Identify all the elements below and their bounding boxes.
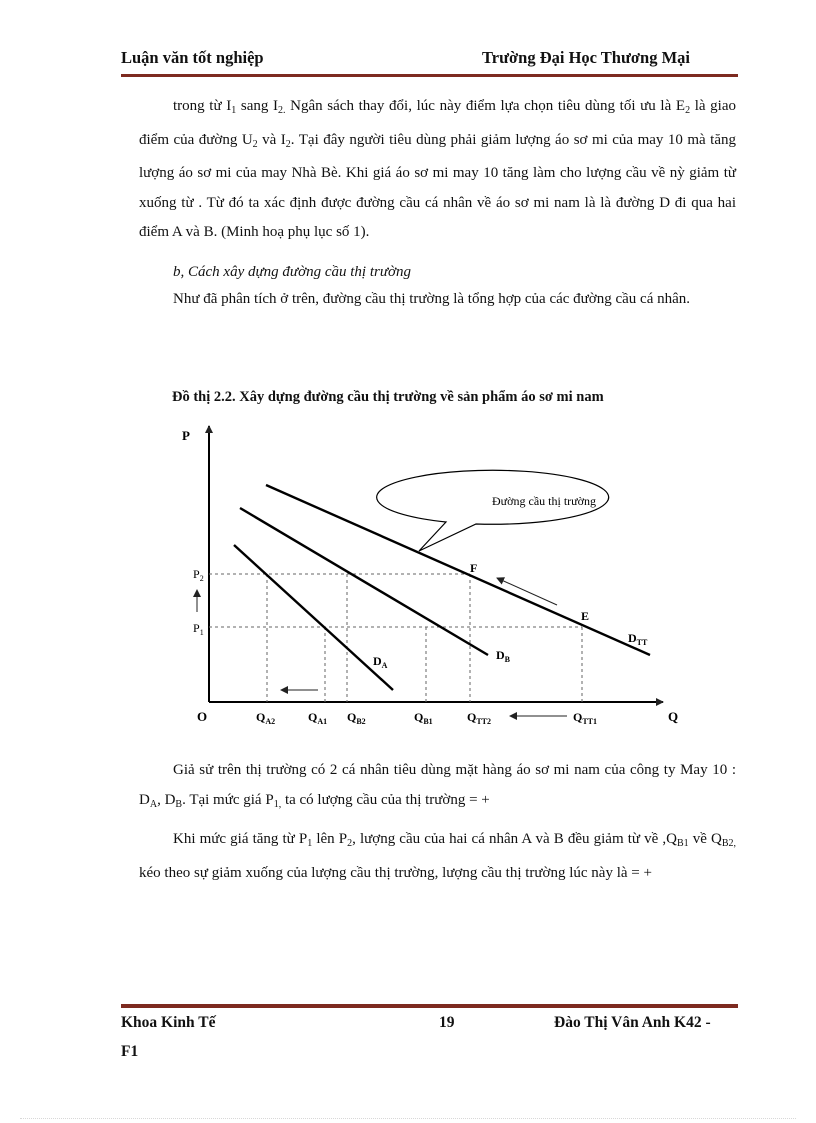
paragraph-2: Như đã phân tích ở trên, đường cầu thị trường là tổng hợp của các đường cầu cá nhân. xyxy=(173,291,691,307)
paragraph-3: Giả sử trên thị trường có 2 cá nhân tiêu dùng mặt hàng áo sơ mi nam của công ty May 10 : $D_A$, $D_B$. Tại mức giá $P_{1,}$ ta có lượng cầu của thị trường = + xyxy=(139,762,736,810)
q-label-tt2: $Q_{TT2}$ xyxy=(467,710,492,726)
origin-label: O xyxy=(197,709,208,724)
p-axis-label: P xyxy=(182,428,190,443)
subheading: b, Cách xây dựng đường cầu thị trường xyxy=(173,264,412,280)
paragraph-4: Khi mức giá tăng từ $P_1$ lên $P_2$, lượng cầu của hai cá nhân A và B đều giảm từ về $,Q_{B1}$ về $Q_{B2,}$ kéo theo sự giảm xuống của lượng cầu thị trường, lượng cầu thị trường lúc này là = + xyxy=(139,831,737,881)
demand-curve-figure xyxy=(170,418,700,733)
q-label-a1: $Q_{A1}$ xyxy=(308,710,328,726)
footer-right: Đào Thị Vân Anh K42 - xyxy=(554,1014,711,1031)
header-rule xyxy=(121,74,738,77)
curve-label-da: $D_A$ xyxy=(373,654,388,670)
q-label-b1: $Q_{B1}$ xyxy=(414,710,433,726)
callout-text: Đường cầu thị trường xyxy=(492,494,597,508)
q-axis-label: Q xyxy=(668,709,679,724)
footer-cont: F1 xyxy=(121,1043,139,1060)
q-label-b2: $Q_{B2}$ xyxy=(347,710,366,726)
q-label-a2: $Q_{A2}$ xyxy=(256,710,276,726)
page-bottom-dotted-line xyxy=(20,1118,796,1119)
page-number: 19 xyxy=(439,1014,455,1031)
figure-caption: Đồ thị 2.2. Xây dựng đường cầu thị trường về sản phẩm áo sơ mi nam xyxy=(172,389,604,405)
paragraph-1: trong từ $I_1$ sang $I_{2.}$ Ngân sách thay đổi, lúc này điểm lựa chọn tiêu dùng tối ưu là $E_2$ là giao điểm của đường $U_2$ và $I_2$. Tại đây người tiêu dùng phải giảm lượng áo sơ mi của may 10 mà tăng lượng áo sơ mi của may Nhà Bè. Khi giá áo sơ mi may 10 tăng làm cho lượng cầu về nỳ giảm từ xuống từ . Từ đó ta xác định được đường cầu cá nhân về áo sơ mi nam là là đường D đi qua hai điểm A và B. (Minh hoạ phụ lục số 1). xyxy=(139,98,737,240)
footer-rule xyxy=(121,1004,738,1008)
demand-curve-a xyxy=(234,545,393,690)
header-left: Luận văn tốt nghiệp xyxy=(121,48,264,67)
curve-label-dtt: $D_{TT}$ xyxy=(628,631,648,647)
q-label-tt1: $Q_{TT1}$ xyxy=(573,710,598,726)
footer-left: Khoa Kinh Tế xyxy=(121,1014,216,1031)
p2-label: $P_2$ xyxy=(193,567,204,583)
curve-label-db: $D_B$ xyxy=(496,648,511,664)
point-label-e: E xyxy=(581,609,590,623)
point-label-f: F xyxy=(470,561,478,575)
header-right: Trường Đại Học Thương Mại xyxy=(482,48,690,67)
callout-bubble xyxy=(377,470,609,551)
p1-label: $P_1$ xyxy=(193,621,204,637)
